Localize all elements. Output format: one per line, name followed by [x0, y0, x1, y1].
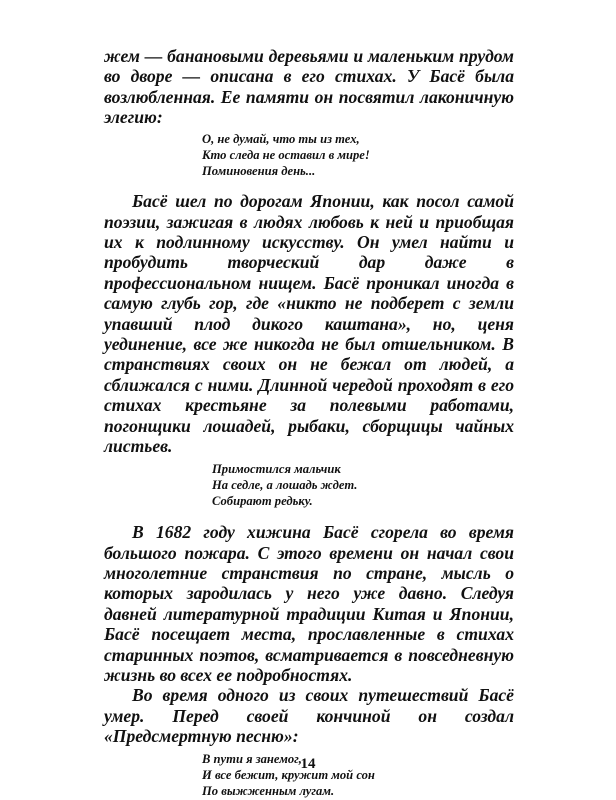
paragraph-3: В 1682 году хижина Басё сгорела во время большого пожара. С этого времени он начал свои многолетние странствия по стране, мысль о которых зародилась у него уже давно. Следуя давней литературной традиции Китая и Японии, Басё посещает места, прославленные в стихах старинных поэтов, всматривается в повседневную жизнь во всех ее подробностях.	[104, 522, 514, 685]
poem-line: Собирают редьку.	[212, 493, 313, 508]
poem-boy	[212, 461, 514, 510]
poem-line: На седле, а лошадь ждет.	[212, 477, 358, 492]
poem-line: Кто следа не оставил в мире!	[202, 147, 370, 162]
paragraph-2: Басё шел по дорогам Японии, как посол самой поэзии, зажигая в людях любовь к ней и приобщая их к подлинному искусству. Он умел найти и пробудить творческий дар даже в профессиональном нищем. Басё проникал иногда в самую глубь гор, где «никто не подберет с земли упавший плод дикого каштана», но, ценя уединение, все же никогда не был отшельником. В странствиях своих он не бежал от людей, а сближался с ними. Длинной чередой проходят в его стихах крестьяне за полевыми работами, погонщики лошадей, рыбаки, сборщицы чайных листьев.	[104, 191, 514, 457]
poem-elegy	[202, 131, 514, 180]
poem-line: Поминовения день...	[202, 164, 316, 179]
poem-line: В пути я занемог,	[202, 751, 302, 766]
poem-line: Примостился мальчик	[212, 461, 341, 476]
poem-line: О, не думай, что ты из тех,	[202, 131, 360, 146]
page-content	[104, 46, 514, 799]
page-number: 14	[300, 756, 316, 772]
poem-line: По выжженным лугам.	[202, 784, 335, 798]
paragraph-4: Во время одного из своих путешествий Басё умер. Перед своей кончиной он создал «Предсмертную песню»:	[104, 685, 514, 747]
paragraph-1: жем — банановыми деревьями и маленьким прудом во дворе — описана в его стихах. У Басё была возлюбленная. Ее памяти он посвятил лаконичную элегию:	[104, 46, 514, 128]
poem-line: И все бежит, кружит мой сон	[202, 767, 375, 782]
